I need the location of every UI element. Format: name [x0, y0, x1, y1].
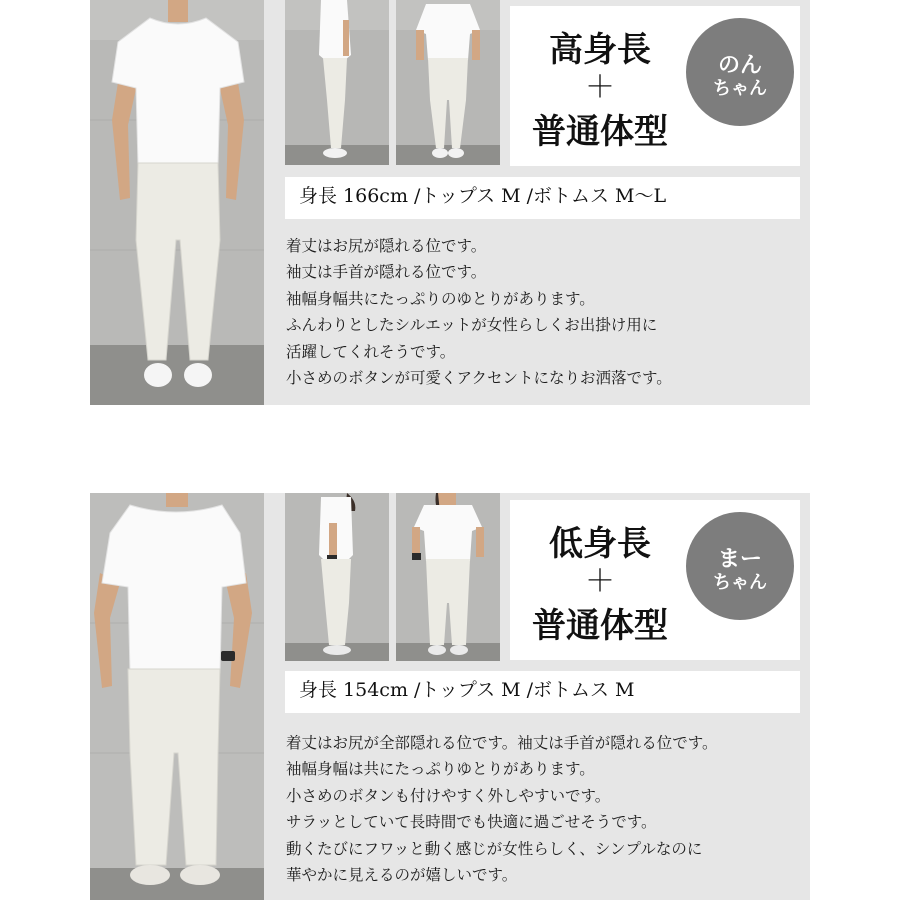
- body-height-title: 低身長: [549, 524, 651, 564]
- badge-suffix: ちゃん: [713, 78, 767, 99]
- side-photo: [285, 0, 389, 165]
- plus-sign: ＋: [585, 564, 615, 599]
- description-line: 活躍してくれそうです。: [286, 342, 456, 361]
- description-line: 袖幅身幅は共にたっぷりゆとりがあります。: [286, 760, 595, 779]
- side-photo: [285, 493, 389, 661]
- description-line: 着丈はお尻が全部隠れる位です。袖丈は手首が隠れる位です。: [286, 734, 718, 752]
- size-spec: 身長 154cm /トップス M /ボトムス M: [285, 671, 800, 713]
- description-line: 動くたびにフワッと動く感じが女性らしく、シンプルなのに: [286, 839, 703, 858]
- badge-name: のん: [717, 53, 762, 78]
- badge-suffix: ちゃん: [713, 572, 767, 593]
- front-photo: [90, 493, 264, 900]
- body-type-title: 普通体型: [532, 112, 668, 152]
- description: [286, 730, 718, 888]
- front-photo: [90, 0, 264, 405]
- title-card: [510, 6, 800, 166]
- size-spec: 身長 166cm /トップス M /ボトムス M〜L: [285, 177, 800, 219]
- description-line: 袖幅身幅共にたっぷりのゆとりがあります。: [286, 289, 595, 308]
- description-line: 小さめのボタンが可愛くアクセントになりお洒落です。: [286, 369, 672, 388]
- model-section-1: [90, 0, 810, 405]
- description-line: サラッとしていて長時間でも快適に過ごせそうです。: [286, 813, 657, 832]
- description-line: 小さめのボタンも付けやすく外しやすいです。: [286, 786, 611, 805]
- badge-name: まー: [717, 547, 762, 572]
- description-line: 袖丈は手首が隠れる位です。: [286, 263, 487, 282]
- body-height-title: 高身長: [549, 30, 651, 70]
- description: [286, 233, 672, 391]
- model-section-2: [90, 493, 810, 900]
- model-name-badge: [686, 18, 794, 126]
- back-photo: [396, 0, 500, 165]
- body-type-title: 普通体型: [532, 606, 668, 646]
- description-line: 着丈はお尻が隠れる位です。: [286, 237, 487, 255]
- title-card: [510, 500, 800, 660]
- description-line: 華やかに見えるのが嬉しいです。: [286, 866, 518, 885]
- front-photo-2: [396, 493, 500, 661]
- description-line: ふんわりとしたシルエットが女性らしくお出掛け用に: [286, 316, 658, 335]
- plus-sign: ＋: [585, 70, 615, 105]
- model-name-badge: [686, 512, 794, 620]
